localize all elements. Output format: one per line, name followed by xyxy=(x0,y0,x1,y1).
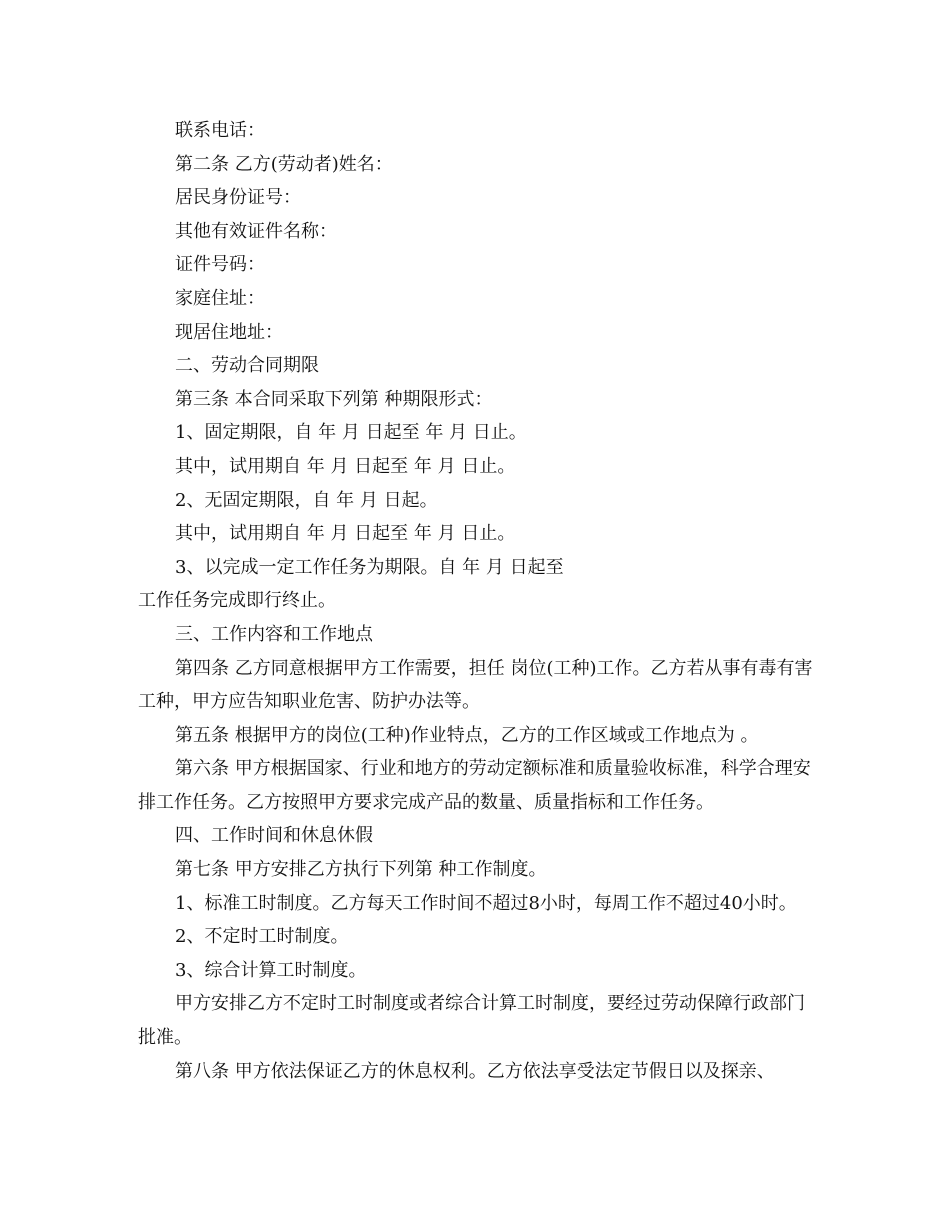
text-line: 证件号码： xyxy=(175,254,265,276)
text-line: 联系电话： xyxy=(175,120,265,141)
paragraph: 第四条 乙方同意根据甲方工作需要，担任 岗位(工种)工作。乙方若从事有毒有害工种，甲方应告知职业危害、防护办法等。 xyxy=(138,657,813,713)
paragraph: 第八条 甲方依法保证乙方的休息权利。乙方依法享受法定节假日以及探亲、 xyxy=(175,1060,775,1082)
text-line: 第三条 本合同采取下列第 种期限形式： xyxy=(175,388,493,410)
text-line: 1、标准工时制度。乙方每天工作时间不超过8小时，每周工作不超过40小时。 xyxy=(175,892,797,914)
text-line: 现居住地址： xyxy=(175,321,283,343)
text-line: 家庭住址： xyxy=(175,287,265,309)
paragraph: 第六条 甲方根据国家、行业和地方的劳动定额标准和质量验收标准，科学合理安排工作任务。乙方按照甲方要求完成产品的数量、质量指标和工作任务。 xyxy=(138,758,811,813)
text-line: 2、不定时工时制度。 xyxy=(175,926,349,948)
text-line: 第七条 甲方安排乙方执行下列第 种工作制度。 xyxy=(175,859,547,881)
section-heading: 三、工作内容和工作地点 xyxy=(175,623,373,645)
text-line: 居民身份证号： xyxy=(175,187,301,209)
text-line: 工作任务完成即行终止。 xyxy=(138,590,336,612)
text-line: 其他有效证件名称： xyxy=(175,220,337,242)
paragraph: 第五条 根据甲方的岗位(工种)作业特点，乙方的工作区域或工作地点为 。 xyxy=(175,724,759,746)
text-line: 其中，试用期自 年 月 日起至 年 月 日止。 xyxy=(175,455,516,477)
document-body xyxy=(138,114,818,1088)
paragraph: 甲方安排乙方不定时工时制度或者综合计算工时制度，要经过劳动保障行政部门批准。 xyxy=(138,993,805,1049)
section-heading: 四、工作时间和休息休假 xyxy=(175,825,373,847)
text-line: 1、固定期限，自 年 月 日起至 年 月 日止。 xyxy=(175,422,527,444)
section-heading: 二、劳动合同期限 xyxy=(175,355,319,377)
text-line: 第二条 乙方(劳动者)姓名： xyxy=(175,153,393,175)
text-line: 3、以完成一定工作任务为期限。自 年 月 日起至 xyxy=(175,556,564,578)
text-line: 其中，试用期自 年 月 日起至 年 月 日止。 xyxy=(175,523,516,545)
text-line: 3、综合计算工时制度。 xyxy=(175,959,367,981)
text-line: 2、无固定期限，自 年 月 日起。 xyxy=(175,489,438,511)
